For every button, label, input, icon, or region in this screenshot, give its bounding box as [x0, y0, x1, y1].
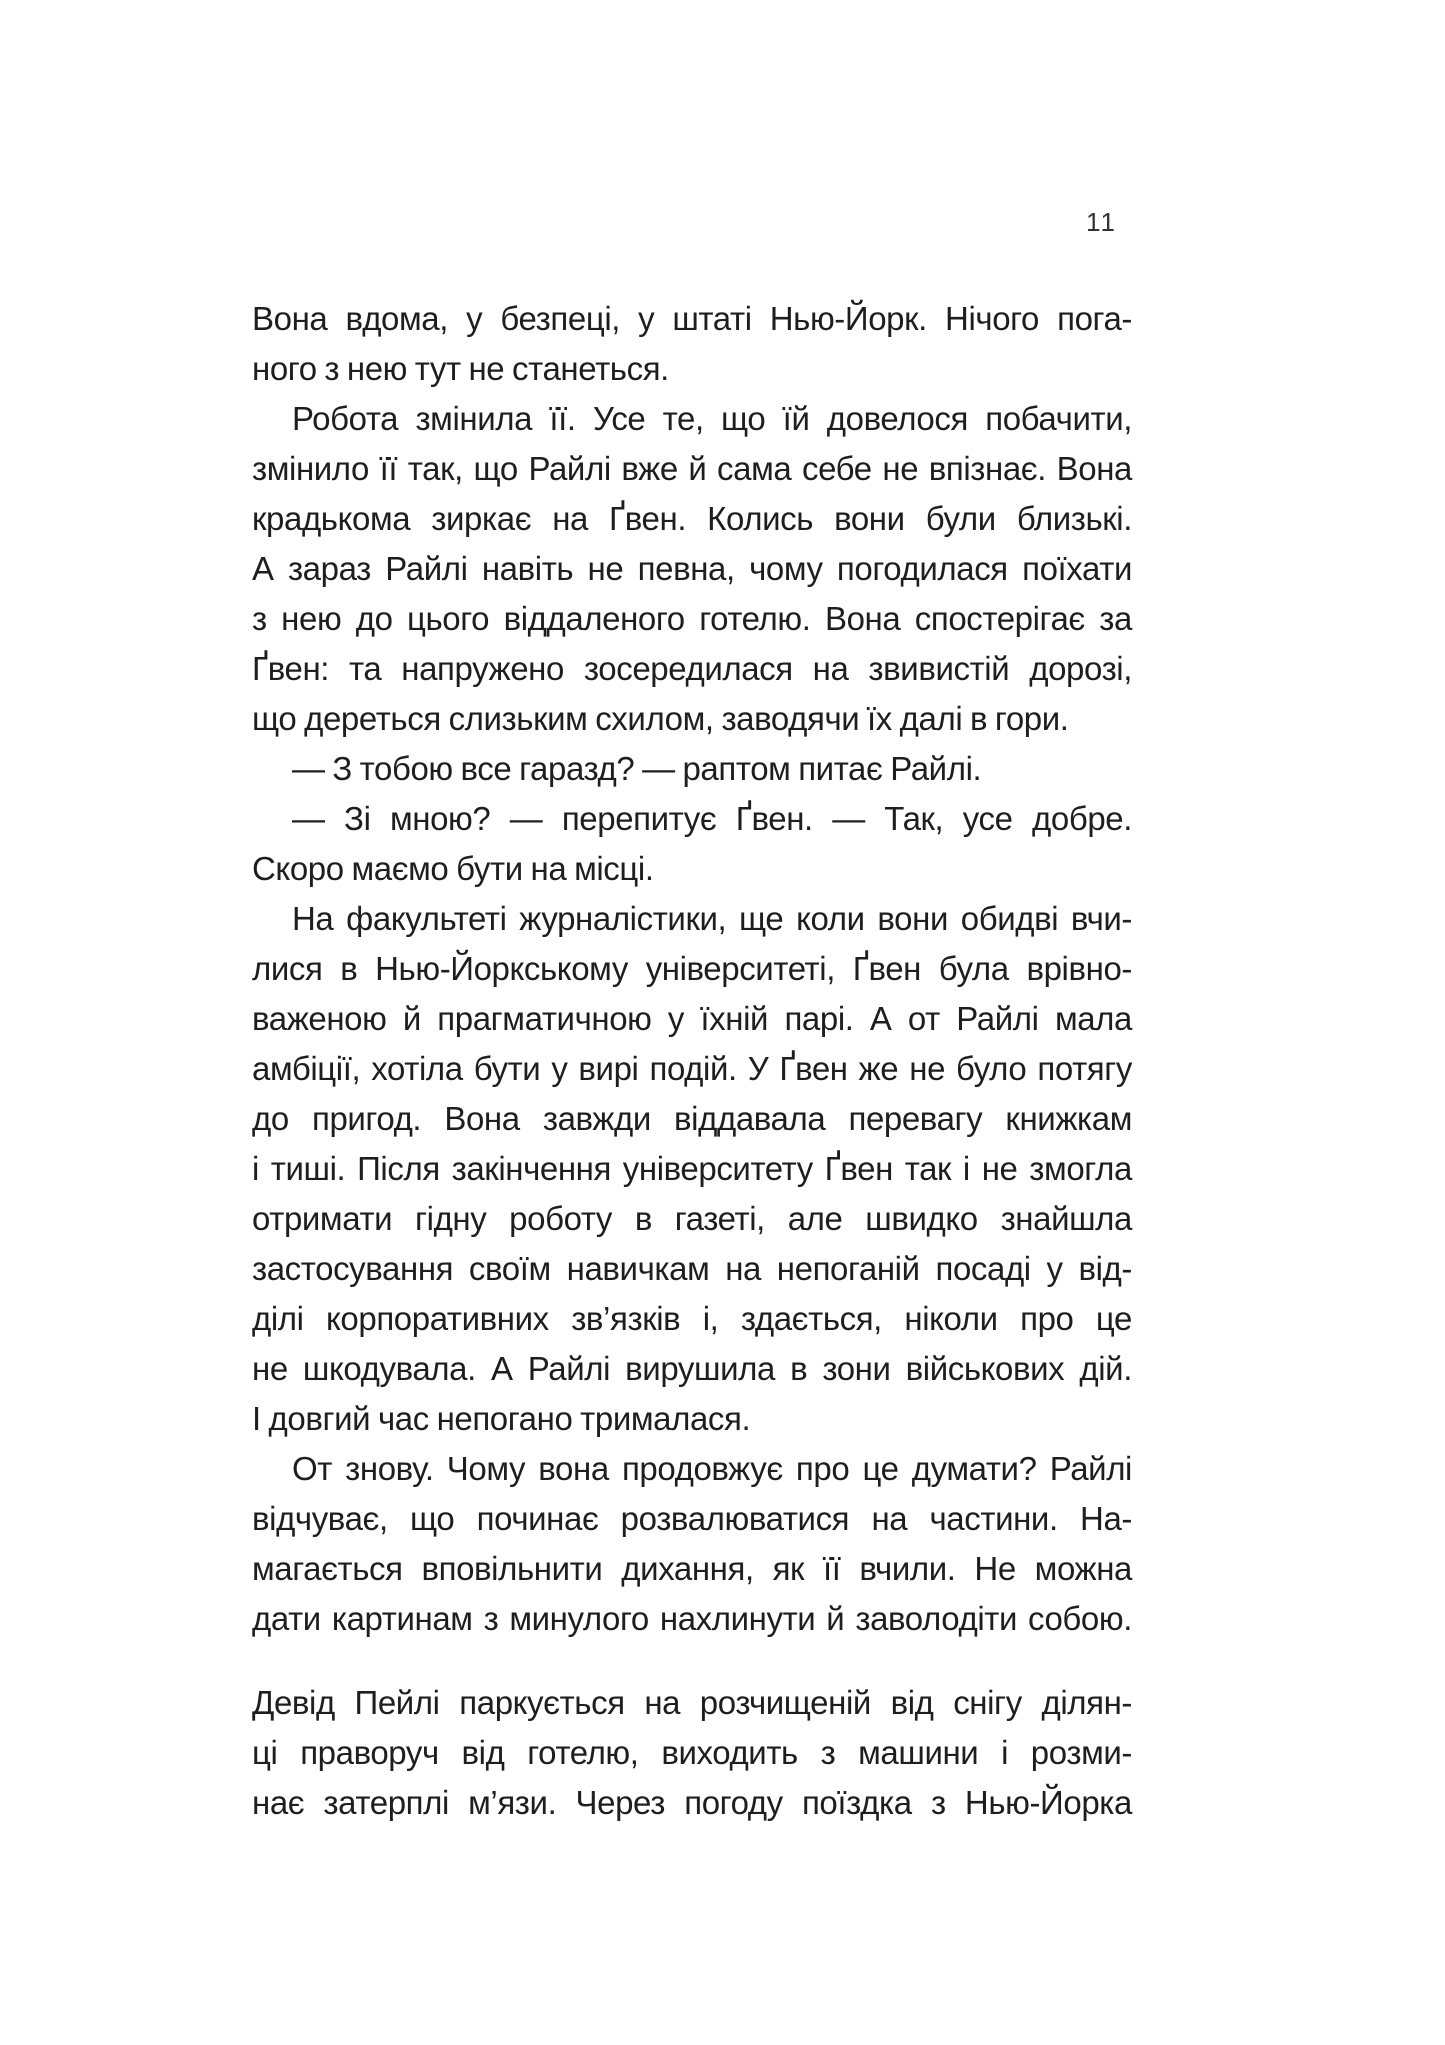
text-line: до пригод. Вона завжди віддавала перевагу книжкам: [252, 1100, 1132, 1137]
text-line: — Зі мною? — перепитує Ґвен. — Так, усе добре.: [292, 800, 1132, 837]
text-line: змінило її так, що Райлі вже й сама себе не впізнає. Вона: [252, 450, 1132, 487]
text-line: відчуває, що починає розвалюватися на частини. На-: [252, 1500, 1132, 1537]
text-line: амбіції, хотіла бути у вирі подій. У Ґвен же не було потягу: [252, 1050, 1132, 1087]
text-line: і тиші. Після закінчення університету Ґвен так і не змогла: [252, 1150, 1132, 1187]
text-line: ці праворуч від готелю, виходить з машини і розми-: [252, 1734, 1132, 1771]
text-line: ного з нею тут не станеться.: [252, 350, 669, 387]
text-line: важеною й прагматичною у їхній парі. А от Райлі мала: [252, 1000, 1132, 1037]
text-line: Скоро маємо бути на місці.: [252, 850, 654, 887]
text-line: — З тобою все гаразд? — раптом питає Райлі.: [292, 750, 982, 787]
text-line: магається вповільнити дихання, як її вчили. Не можна: [252, 1550, 1132, 1587]
text-line: з нею до цього віддаленого готелю. Вона спостерігає за: [252, 600, 1132, 637]
text-line: не шкодувала. А Райлі вирушила в зони військових дій.: [252, 1350, 1132, 1387]
text-line: От знову. Чому вона продовжує про це думати? Райлі: [292, 1450, 1132, 1487]
text-line: Ґвен: та напружено зосередилася на звивистій дорозі,: [252, 650, 1132, 687]
text-line: застосування своїм навичкам на непоганій посаді у від-: [252, 1250, 1132, 1287]
text-line: лися в Нью-Йоркському університеті, Ґвен була врівно-: [252, 950, 1132, 987]
text-line: дати картинам з минулого нахлинути й заволодіти собою.: [252, 1600, 1132, 1637]
text-line: На факультеті журналістики, ще коли вони обидві вчи-: [292, 900, 1132, 937]
text-line: Девід Пейлі паркується на розчищеній від снігу ділян-: [252, 1684, 1132, 1721]
text-line: ділі корпоративних зв’язків і, здається, ніколи про це: [252, 1300, 1132, 1337]
text-line: що дереться слизьким схилом, заводячи їх далі в гори.: [252, 700, 1069, 737]
text-line: нає затерплі м’язи. Через погоду поїздка з Нью-Йорка: [252, 1784, 1132, 1821]
text-line: А зараз Райлі навіть не певна, чому погодилася поїхати: [252, 550, 1132, 587]
text-line: крадькома зиркає на Ґвен. Колись вони були близькі.: [252, 500, 1132, 537]
text-line: Вона вдома, у безпеці, у штаті Нью-Йорк. Нічого пога-: [252, 300, 1132, 337]
text-section-1: [252, 294, 1132, 1644]
page-number: 11: [1086, 207, 1117, 237]
text-section-2: [252, 1678, 1132, 1828]
text-line: отримати гідну роботу в газеті, але швидко знайшла: [252, 1200, 1132, 1237]
text-line: І довгий час непогано трималася.: [252, 1400, 751, 1437]
text-line: Робота змінила її. Усе те, що їй довелося побачити,: [292, 400, 1132, 437]
